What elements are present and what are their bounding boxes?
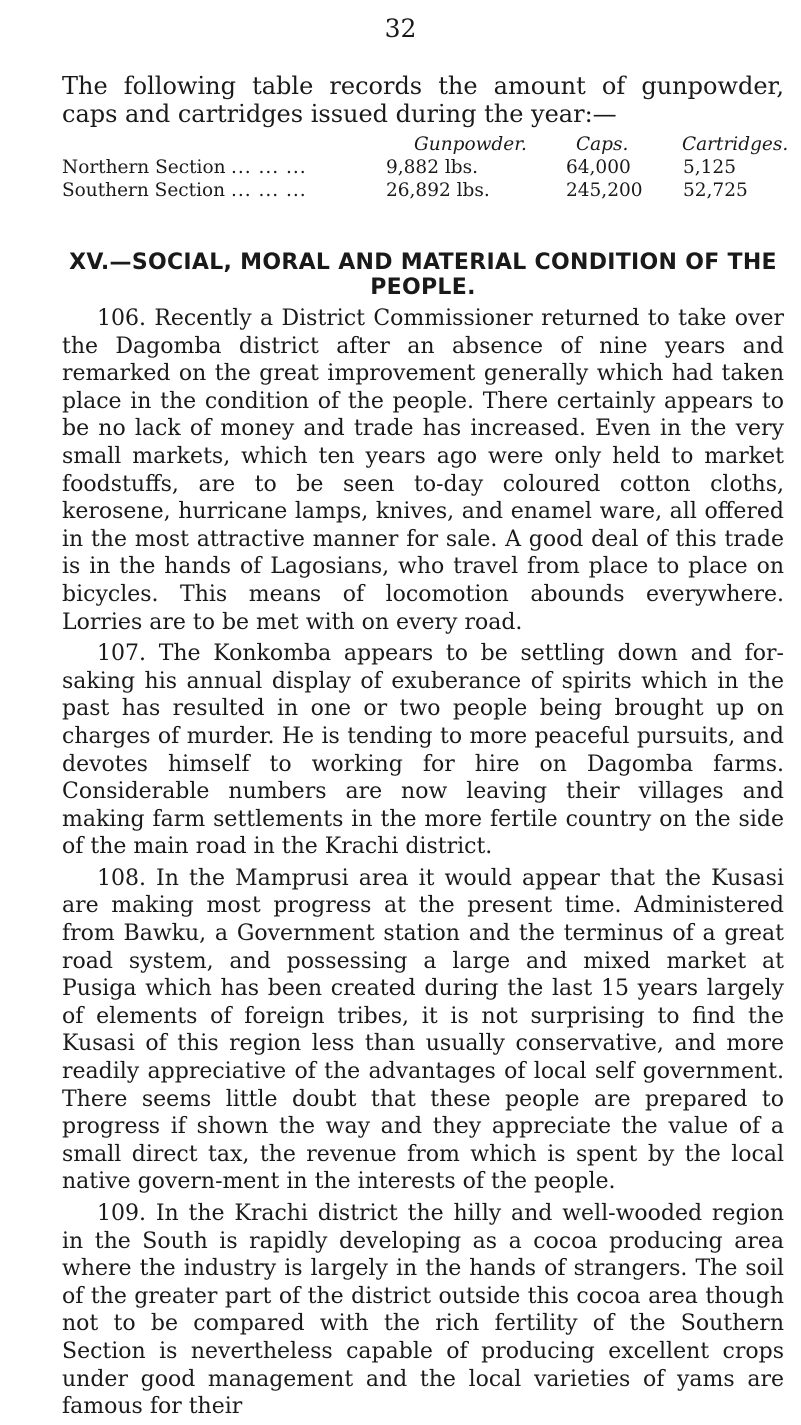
gunpowder-value: 9,882 lbs. bbox=[386, 157, 478, 178]
gunpowder-value: 26,892 lbs. bbox=[386, 180, 490, 201]
leader-dots: ... ... ... bbox=[231, 180, 307, 201]
row-label: Southern Section bbox=[62, 180, 226, 201]
header-gunpowder: Gunpowder. bbox=[414, 134, 527, 155]
body-text bbox=[62, 305, 784, 1425]
cartridges-value: 52,725 bbox=[683, 180, 748, 201]
paragraph-108: 108. In the Mamprusi area it would appear that the Kusasi are making most progress at the present time. Administered from Bawku, a Government station and the terminus of a great road system, and possessing a large and mixed market at Pusiga which has been created during the last 15 years largely of elements of foreign tribes, it is not surprising to find the Kusasi of this region less than usually conservative, and more readily appreciative of the advantages of local self government. There seems little doubt that these people are prepared to progress if shown the way and they appreciate the value of a small direct tax, the revenue from which is spent by the local native govern-ment in the interests of the people. bbox=[62, 865, 784, 1195]
table-row bbox=[62, 156, 784, 179]
table-header-row bbox=[62, 133, 789, 156]
issue-table bbox=[62, 133, 789, 202]
row-label: Northern Section bbox=[62, 157, 226, 178]
caps-value: 245,200 bbox=[566, 180, 643, 201]
page-number: 32 bbox=[384, 14, 417, 43]
leader-dots: ... ... ... bbox=[231, 157, 307, 178]
header-cartridges: Cartridges. bbox=[682, 134, 789, 155]
intro-text: The following table records the amount of gunpowder, caps and cartridges issued during the year:— bbox=[62, 72, 784, 128]
paragraph-106: 106. Recently a District Commissioner returned to take over the Dagomba district after an absence of nine years and remarked on the great improvement generally which had taken place in the condition of the people. There certainly appears to be no lack of money and trade has increased. Even in the very small markets, which ten years ago were only held to market foodstuffs, are to be seen to-day coloured cotton cloths, kerosene, hurricane lamps, knives, and enamel ware, all offered in the most attractive manner for sale. A good deal of this trade is in the hands of Lagosians, who travel from place to place on bicycles. This means of locomotion abounds everywhere. Lorries are to be met with on every road. bbox=[62, 306, 784, 635]
header-caps: Caps. bbox=[576, 134, 629, 155]
table-row bbox=[62, 179, 784, 202]
paragraph-109: 109. In the Krachi district the hilly and well-wooded region in the South is rapidly developing as a cocoa producing area where the industry is largely in the hands of strangers. The soil of the greater part of the district outside this cocoa area though not to be compared with the rich fertility of the Southern Section is nevertheless capable of producing excellent crops under good management and the local varieties of yams are famous for their bbox=[62, 1201, 784, 1420]
cartridges-value: 5,125 bbox=[683, 157, 736, 178]
paragraph-107: 107. The Konkomba appears to be settling down and for-saking his annual display of exuberance of spirits which in the past has resulted in one or two people being brought up on charges of murder. He is tending to more peaceful pursuits, and devotes himself to working for hire on Dagomba farms. Considerable numbers are now leaving their villages and making farm settlements in the more fertile country on the side of the main road in the Krachi district. bbox=[62, 641, 784, 860]
section-heading: XV.—SOCIAL, MORAL AND MATERIAL CONDITION OF THE PEOPLE. bbox=[69, 250, 777, 300]
caps-value: 64,000 bbox=[566, 157, 631, 178]
